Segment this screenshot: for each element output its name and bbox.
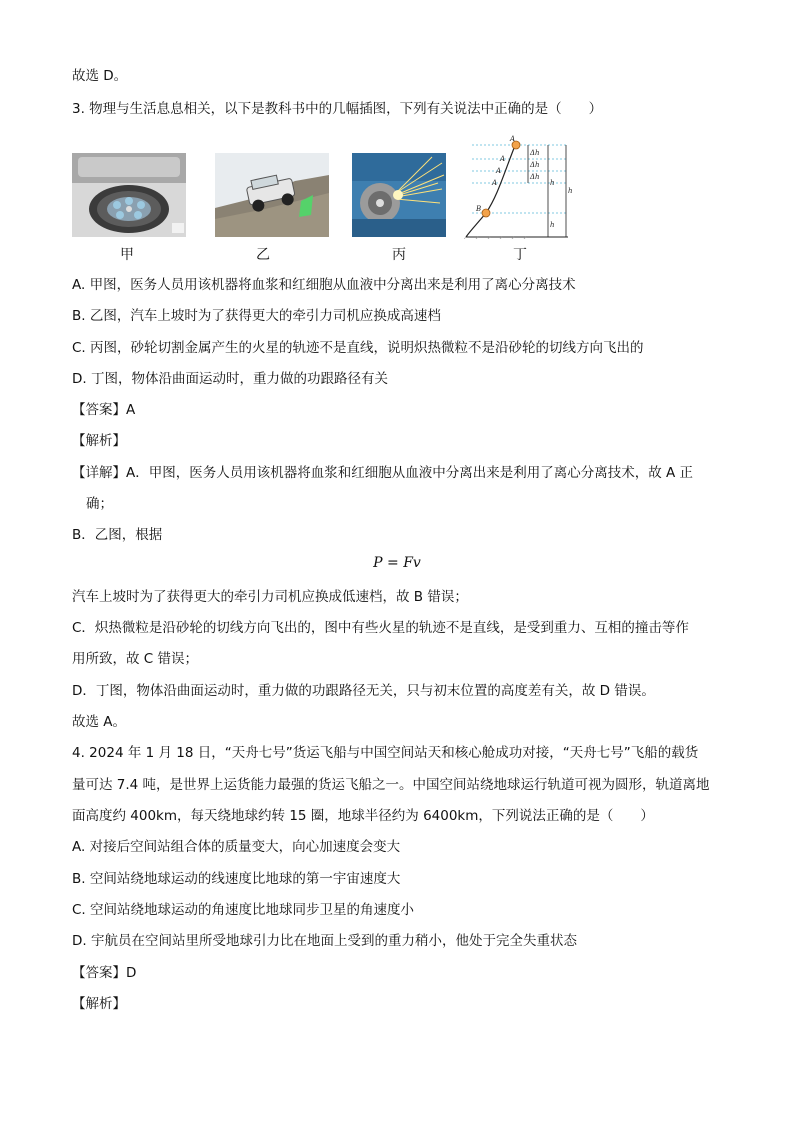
ding-label-b: B — [476, 205, 482, 213]
q3-option-d: D. 丁图，物体沿曲面运动时，重力做的功跟路径有关 — [72, 371, 388, 387]
q4-analysis-heading: 【解析】 — [72, 996, 126, 1012]
ding-label-h2: h — [550, 221, 555, 229]
q3-analysis-heading: 【解析】 — [72, 433, 126, 449]
q4-option-a: A. 对接后空间站组合体的质量变大，向心加速度会变大 — [72, 839, 401, 855]
caption-bing: 丙 — [392, 247, 406, 263]
q3-detail-b-cont: 汽车上坡时为了获得更大的牵引力司机应换成低速档，故 B 错误； — [72, 589, 468, 605]
question-4-stem-3: 面高度约 400km，每天绕地球约转 15 圈，地球半径约为 6400km，下列说法正确的是（ ） — [72, 808, 654, 824]
q4-answer: 【答案】D — [72, 965, 137, 981]
figure-ding-curved-path — [464, 133, 582, 239]
q3-detail-d: D．丁图，物体沿曲面运动时，重力做的功跟路径无关，只与初末位置的高度差有关，故 D 错误。 — [72, 683, 655, 699]
question-4-stem-2: 量可达 7.4 吨，是世界上运货能力最强的货运飞船之一。中国空间站绕地球运行轨道可视为圆形，轨道离地 — [72, 777, 710, 793]
ding-label-a: A — [510, 135, 516, 143]
figure-bing-grinding-sparks — [352, 153, 466, 237]
ding-label-dh2: Δh — [530, 161, 540, 169]
q4-option-d: D. 宇航员在空间站里所受地球引力比在地面上受到的重力稍小，他处于完全失重状态 — [72, 933, 577, 949]
question-3-stem: 3. 物理与生活息息相关，以下是教科书中的几幅插图，下列有关说法中正确的是（ ） — [72, 101, 603, 117]
question-4-stem: 4. 2024 年 1 月 18 日，“天舟七号”货运飞船与中国空间站天和核心舱成功对接，“天舟七号”飞船的载货 — [72, 745, 699, 761]
q3-option-b: B. 乙图，汽车上坡时为了获得更大的牵引力司机应换成高速档 — [72, 308, 441, 324]
ding-label-a1: A — [500, 155, 506, 163]
figure-yi-car-uphill — [215, 153, 329, 237]
q3-detail-a-cont: 确； — [86, 496, 113, 512]
figure-jia-centrifuge — [72, 153, 186, 237]
ding-label-a2: A — [496, 167, 502, 175]
q3-detail-c: C．炽热微粒是沿砂轮的切线方向飞出的，图中有些火星的轨迹不是直线，是受到重力、互相的撞击等作 — [72, 620, 689, 636]
q3-detail-c-cont: 用所致，故 C 错误； — [72, 651, 199, 667]
caption-jia: 甲 — [120, 247, 134, 263]
ding-label-h1: h — [568, 187, 573, 195]
ding-label-dh3: Δh — [530, 173, 540, 181]
q4-option-b: B. 空间站绕地球运动的线速度比地球的第一宇宙速度大 — [72, 871, 401, 887]
q3-option-a: A. 甲图，医务人员用该机器将血浆和红细胞从血液中分离出来是利用了离心分离技术 — [72, 277, 576, 293]
q3-option-c: C. 丙图，砂轮切割金属产生的火星的轨迹不是直线，说明炽热微粒不是沿砂轮的切线方向飞出的 — [72, 340, 644, 356]
ding-label-dh1: Δh — [530, 149, 540, 157]
q3-detail-a: 【详解】A．甲图，医务人员用该机器将血浆和红细胞从血液中分离出来是利用了离心分离技术，故 A 正 — [72, 465, 694, 481]
ding-label-h: h — [550, 179, 555, 187]
caption-ding: 丁 — [513, 247, 527, 263]
q3-detail-b: B．乙图，根据 — [72, 527, 163, 543]
q3-answer: 【答案】A — [72, 402, 136, 418]
formula-power: P = Fv — [373, 555, 421, 571]
q3-select: 故选 A。 — [72, 714, 127, 730]
line-select-d: 故选 D。 — [72, 68, 128, 84]
q4-option-c: C. 空间站绕地球运动的角速度比地球同步卫星的角速度小 — [72, 902, 415, 918]
caption-yi: 乙 — [256, 247, 270, 263]
ding-label-a3: A — [492, 179, 498, 187]
